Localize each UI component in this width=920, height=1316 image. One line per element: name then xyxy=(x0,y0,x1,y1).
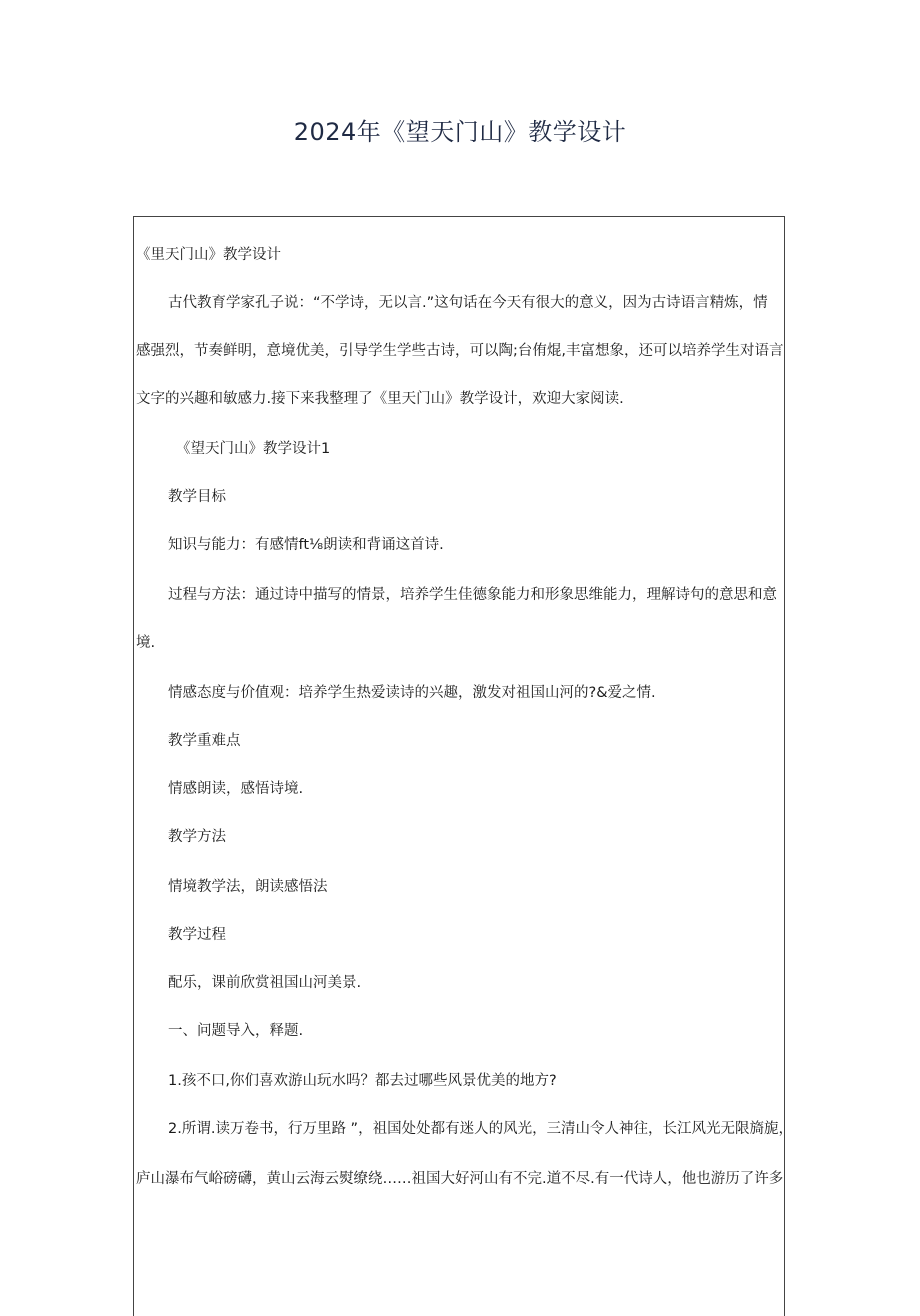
step-1: 一、问题导入，释题. xyxy=(168,1023,304,1039)
intro-paragraph-line-2: 感强烈，节奏鲜明，意境优美，引导学生学些古诗，可以陶;台侑焜,丰富想象，还可以培养学生对语言 xyxy=(136,343,784,359)
goal-process-line-2: 境. xyxy=(136,635,156,651)
question-2-line-2: 庐山瀑布气峪磅礴，黄山云海云熨缭绕……祖国大好河山有不完.道不尽.有一代诗人，他也游历了许多 xyxy=(136,1171,784,1187)
goals-title: 教学目标 xyxy=(168,489,226,505)
goal-emotion: 情感态度与价值观：培养学生热爱读诗的兴趣，激发对祖国山河的?&爱之情. xyxy=(168,685,656,701)
process-title: 教学过程 xyxy=(168,927,226,943)
goal-knowledge: 知识与能力：有感情ft⅛朗读和背诵这首诗. xyxy=(168,537,444,553)
question-1: 1.孩不口,你们喜欢游山玩水吗？都去过哪些风景优美的地方? xyxy=(168,1073,557,1089)
section-heading: 《里天门山》教学设计 xyxy=(136,247,281,263)
question-2-line-1: 2.所谓.读万卷书，行万里路 ”，祖国处处都有迷人的风光，三清山令人神往，长江风光无限旖旎， xyxy=(168,1121,794,1137)
intro-paragraph-line-3: 文字的兴趣和敏感力.接下来我整理了《里天门山》教学设计，欢迎大家阅读. xyxy=(136,391,624,407)
music-line: 配乐，课前欣赏祖国山河美景. xyxy=(168,975,362,991)
document-title: 2024年《望天门山》教学设计 xyxy=(293,118,627,146)
intro-paragraph-line-1: 古代教育学家孔子说：“不学诗，无以言.”这句话在今天有很大的意义，因为古诗语言精炼，情 xyxy=(168,295,768,311)
methods: 情境教学法，朗读感悟法 xyxy=(168,879,328,895)
key-points: 情感朗读，感悟诗境. xyxy=(168,781,304,797)
subsection-heading: 《望天门山》教学设计1 xyxy=(176,441,331,457)
methods-title: 教学方法 xyxy=(168,829,226,845)
goal-process-line-1: 过程与方法：通过诗中描写的情景，培养学生佳德象能力和形象思维能力，理解诗句的意思和意 xyxy=(168,587,777,603)
content-frame xyxy=(133,216,794,1316)
key-points-title: 教学重难点 xyxy=(168,733,241,749)
